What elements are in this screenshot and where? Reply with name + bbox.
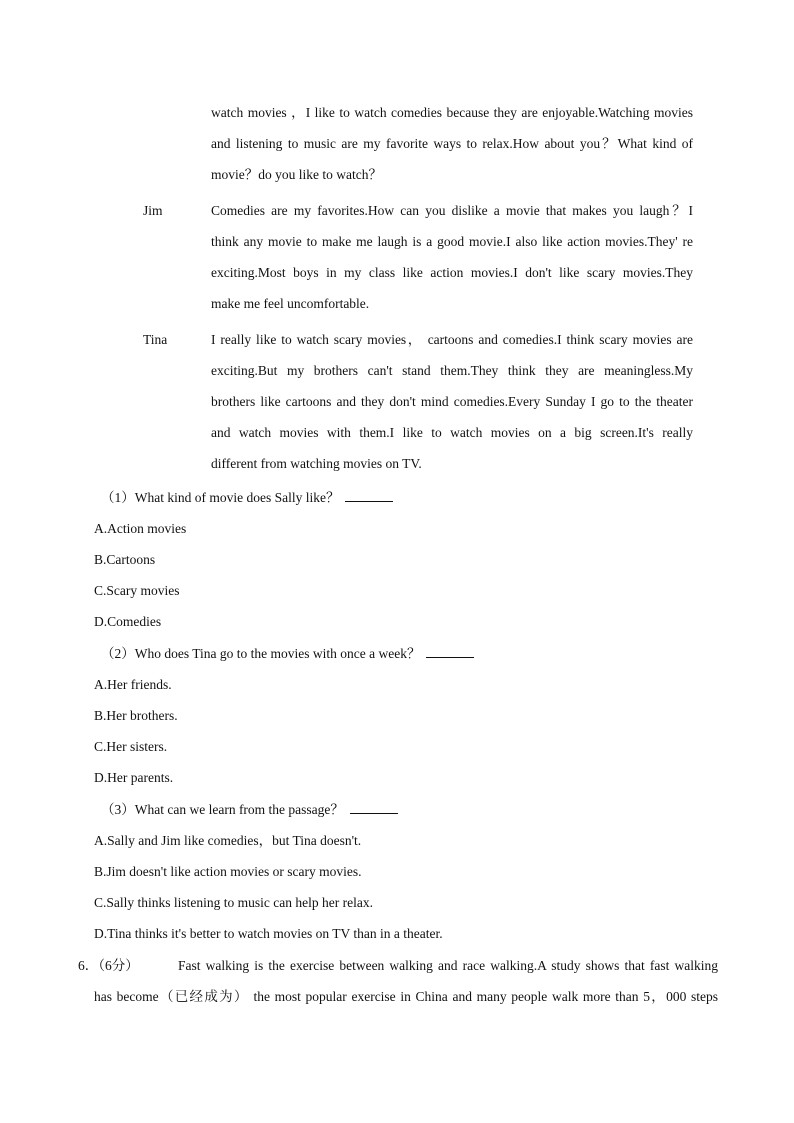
question-3 (101, 801, 398, 819)
q1-option-b[interactable]: B.Cartoons (94, 552, 156, 567)
question-2-text: （2）Who does Tina go to the movies with once a week？ (101, 646, 421, 661)
q3-option-a[interactable]: A.Sally and Jim like comedies，but Tina doesn't. (94, 833, 362, 848)
question-2 (101, 645, 474, 663)
q1-option-d[interactable]: D.Comedies (94, 614, 162, 629)
q3-option-d[interactable]: D.Tina thinks it's better to watch movies on TV than in a theater. (94, 926, 443, 941)
jim-text-line-3: exciting.Most boys in my class like action movies.I don't like scary movies.They (211, 265, 693, 280)
answer-blank-3[interactable] (350, 801, 398, 814)
speaker-tina: Tina (143, 332, 168, 347)
q3-option-b[interactable]: B.Jim doesn't like action movies or scary movies. (94, 864, 362, 879)
q2-option-d[interactable]: D.Her parents. (94, 770, 174, 785)
q1-option-c[interactable]: C.Scary movies (94, 583, 180, 598)
tina-text-line-2: exciting.But my brothers can't stand them.They think they are meaningless.My (211, 363, 693, 378)
item-6-text-line-2: has become（已经成为） the most popular exercise in China and many people walk more than 5，000 steps (94, 989, 718, 1004)
tina-text-line-1: I really like to watch scary movies， cartoons and comedies.I think scary movies are (211, 332, 693, 347)
answer-blank-2[interactable] (426, 645, 474, 658)
jim-text-line-4: make me feel uncomfortable. (211, 296, 370, 311)
sally-text-line-3: movie？do you like to watch？ (211, 167, 382, 182)
tina-text-line-4: and watch movies with them.I like to watch movies on a big screen.It's really (211, 425, 693, 440)
answer-blank-1[interactable] (345, 489, 393, 502)
q2-option-b[interactable]: B.Her brothers. (94, 708, 178, 723)
item-6-text-line-1: Fast walking is the exercise between walking and race walking.A study shows that fast walking (178, 958, 718, 973)
tina-text-line-3: brothers like cartoons and they don't mind comedies.Every Sunday I go to the theater (211, 394, 693, 409)
q1-option-a[interactable]: A.Action movies (94, 521, 187, 536)
q2-option-c[interactable]: C.Her sisters. (94, 739, 168, 754)
question-1 (101, 489, 393, 507)
q2-option-a[interactable]: A.Her friends. (94, 677, 172, 692)
question-1-text: （1）What kind of movie does Sally like？ (101, 490, 340, 505)
q3-option-c[interactable]: C.Sally thinks listening to music can help her relax. (94, 895, 373, 910)
speaker-jim: Jim (143, 203, 163, 218)
tina-text-line-5: different from watching movies on TV. (211, 456, 422, 471)
item-6-number: 6．（6分） (78, 958, 139, 973)
sally-text-line-2: and listening to music are my favorite ways to relax.How about you？What kind of (211, 136, 693, 151)
sally-text-line-1: watch movies ，I like to watch comedies because they are enjoyable.Watching movies (211, 105, 693, 120)
jim-text-line-1: Comedies are my favorites.How can you dislike a movie that makes you laugh？I (211, 203, 693, 218)
jim-text-line-2: think any movie to make me laugh is a good movie.I also like action movies.They' re (211, 234, 693, 249)
question-3-text: （3）What can we learn from the passage？ (101, 802, 344, 817)
